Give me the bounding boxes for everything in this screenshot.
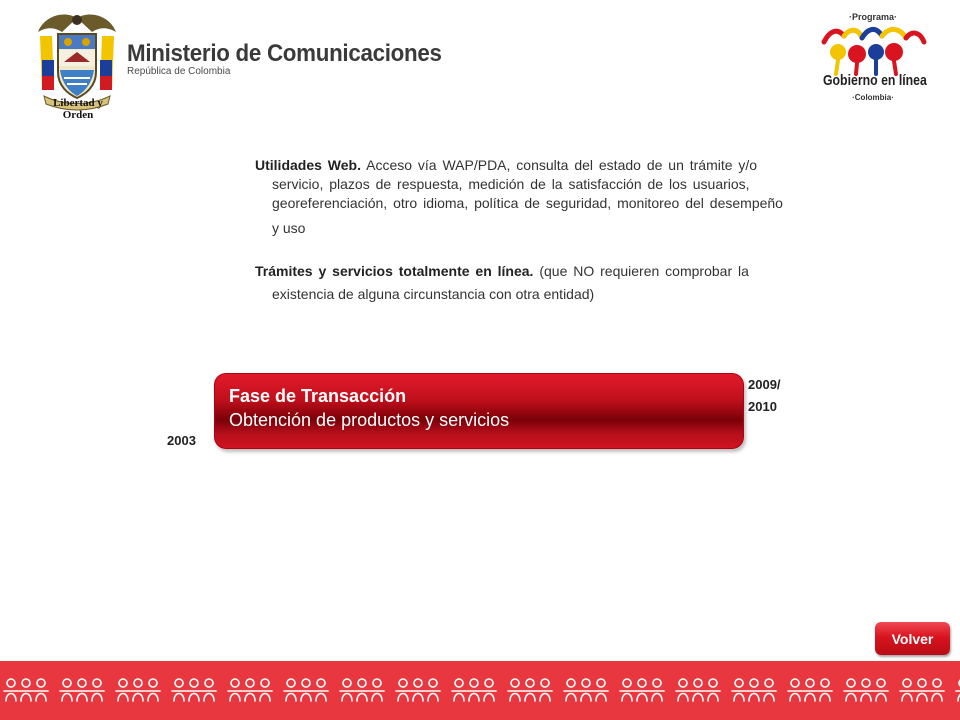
chain-figure-body <box>396 691 410 701</box>
chain-figure-head <box>205 679 213 687</box>
program-country: ·Colombia· <box>852 93 894 102</box>
chain-figure-head <box>541 679 549 687</box>
footer-band <box>0 661 960 720</box>
chain-figure-head <box>231 679 239 687</box>
paragraph-line: y uso <box>272 220 306 236</box>
chain-figure-body <box>620 691 634 701</box>
chain-figure-body <box>243 691 257 701</box>
ministry-header <box>127 40 465 77</box>
chain-figure-head <box>638 679 646 687</box>
chain-figure-head <box>765 679 773 687</box>
chain-figure-body <box>284 691 298 701</box>
chain-figure-head <box>485 679 493 687</box>
chain-figure-head <box>190 679 198 687</box>
chain-figure-head <box>93 679 101 687</box>
chain-figure-head <box>414 679 422 687</box>
program-title: Gobierno en línea <box>822 72 927 89</box>
chain-figure-body <box>426 691 440 701</box>
chain-figure-head <box>246 679 254 687</box>
phase-subtitle: Obtención de productos y servicios <box>229 410 510 430</box>
chain-figure-head <box>37 679 45 687</box>
chain-figure-body <box>523 691 537 701</box>
chain-figure-head <box>694 679 702 687</box>
chain-figure-body <box>355 691 369 701</box>
chain-figure-body <box>482 691 496 701</box>
chain-figure-body <box>706 691 720 701</box>
chain-figure-head <box>175 679 183 687</box>
chain-figure-head <box>302 679 310 687</box>
chain-figure-head <box>750 679 758 687</box>
chain-figure-body <box>956 691 960 701</box>
chain-figure-body <box>788 691 802 701</box>
ministry-name: Ministerio de Comunicaciones <box>127 40 442 67</box>
chain-figure-head <box>791 679 799 687</box>
chain-figure-head <box>149 679 157 687</box>
chain-figure-head <box>78 679 86 687</box>
chain-figure-head <box>903 679 911 687</box>
chain-figure-head <box>317 679 325 687</box>
chain-figure-head <box>455 679 463 687</box>
chain-figure-head <box>287 679 295 687</box>
end-year <box>748 374 796 418</box>
people-chain-icon <box>0 661 960 720</box>
chain-figure-body <box>762 691 776 701</box>
chain-figure-body <box>116 691 130 701</box>
chain-figure-body <box>258 691 272 701</box>
chain-figure-body <box>19 691 33 701</box>
chain-figure-head <box>358 679 366 687</box>
chain-figure-head <box>918 679 926 687</box>
paragraph-line <box>255 262 855 281</box>
paragraph-line: servicio, plazos de respuesta, medición de la satisfacción de los usuarios, <box>272 176 750 192</box>
chain-figure-body <box>187 691 201 701</box>
chain-figure-head <box>653 679 661 687</box>
paragraph-heading: Trámites y servicios totalmente en línea. <box>255 263 534 279</box>
chain-figure-body <box>874 691 888 701</box>
paragraph-tramites <box>255 262 855 304</box>
chain-figure-body <box>131 691 145 701</box>
chain-figure-body <box>650 691 664 701</box>
chain-figure-body <box>90 691 104 701</box>
chain-figure-body <box>635 691 649 701</box>
chain-figure-body <box>900 691 914 701</box>
chain-figure-body <box>75 691 89 701</box>
start-year: 2003 <box>167 433 196 448</box>
chain-figure-head <box>429 679 437 687</box>
chain-figure-body <box>411 691 425 701</box>
chain-figure-head <box>679 679 687 687</box>
chain-figure-head <box>933 679 941 687</box>
chain-figure-head <box>709 679 717 687</box>
chain-figure-body <box>299 691 313 701</box>
chain-figure-body <box>594 691 608 701</box>
chain-figure-head <box>343 679 351 687</box>
chain-figure-body <box>676 691 690 701</box>
chain-figure-body <box>747 691 761 701</box>
chain-figure-body <box>732 691 746 701</box>
phase-title: Fase de Transacción <box>229 386 407 406</box>
chain-figure-head <box>63 679 71 687</box>
paragraph-text: Acceso vía WAP/PDA, consulta del estado de un trámite y/o <box>360 157 758 173</box>
chain-figure-head <box>373 679 381 687</box>
chain-figure-body <box>60 691 74 701</box>
chain-figure-body <box>340 691 354 701</box>
chain-figure-body <box>172 691 186 701</box>
paragraph-line <box>255 156 880 175</box>
chain-figure-head <box>22 679 30 687</box>
chain-figure-head <box>597 679 605 687</box>
chain-figure-head <box>399 679 407 687</box>
chain-figure-head <box>526 679 534 687</box>
end-year-line: 2010 <box>748 399 777 414</box>
chain-figure-body <box>691 691 705 701</box>
chain-figure-body <box>803 691 817 701</box>
chain-figure-head <box>877 679 885 687</box>
end-year-line: 2009/ <box>748 377 781 392</box>
chain-figure-body <box>538 691 552 701</box>
chain-figure-body <box>508 691 522 701</box>
chain-figure-body <box>467 691 481 701</box>
chain-figure-body <box>370 691 384 701</box>
chain-figure-body <box>818 691 832 701</box>
chain-figure-body <box>202 691 216 701</box>
chain-figure-body <box>930 691 944 701</box>
chain-figure-body <box>579 691 593 701</box>
chain-figure-body <box>844 691 858 701</box>
chain-figure-head <box>511 679 519 687</box>
paragraph-line: georeferenciación, otro idioma, política de seguridad, monitoreo del desempeño <box>272 195 783 211</box>
chain-figure-head <box>470 679 478 687</box>
chain-figure-head <box>821 679 829 687</box>
chain-figure-head <box>119 679 127 687</box>
volver-button[interactable]: Volver <box>875 622 950 655</box>
chain-figure-body <box>228 691 242 701</box>
chain-figure-head <box>261 679 269 687</box>
ministry-subtitle: República de Colombia <box>127 66 231 77</box>
chain-figure-head <box>806 679 814 687</box>
program-label: ·Programa· <box>848 12 897 22</box>
chain-figure-body <box>915 691 929 701</box>
chain-figure-head <box>623 679 631 687</box>
chain-figure-head <box>7 679 15 687</box>
chain-figure-body <box>146 691 160 701</box>
phase-box <box>214 373 744 449</box>
paragraph-heading: Utilidades Web. <box>255 157 361 173</box>
chain-figure-head <box>847 679 855 687</box>
paragraph-text: (que NO requieren comprobar la <box>533 263 749 279</box>
chain-figure-body <box>34 691 48 701</box>
chain-figure-body <box>452 691 466 701</box>
chain-figure-body <box>314 691 328 701</box>
chain-figure-body <box>859 691 873 701</box>
coat-motto: Libertad y Orden <box>53 97 103 121</box>
chain-figure-head <box>582 679 590 687</box>
chain-figure-head <box>862 679 870 687</box>
chain-figure-body <box>4 691 18 701</box>
chain-figure-head <box>735 679 743 687</box>
chain-figure-body <box>564 691 578 701</box>
chain-figure-head <box>134 679 142 687</box>
paragraph-line: existencia de alguna circunstancia con otra entidad) <box>272 286 595 302</box>
chain-figure-head <box>567 679 575 687</box>
paragraph-utilidades-web <box>255 156 880 238</box>
